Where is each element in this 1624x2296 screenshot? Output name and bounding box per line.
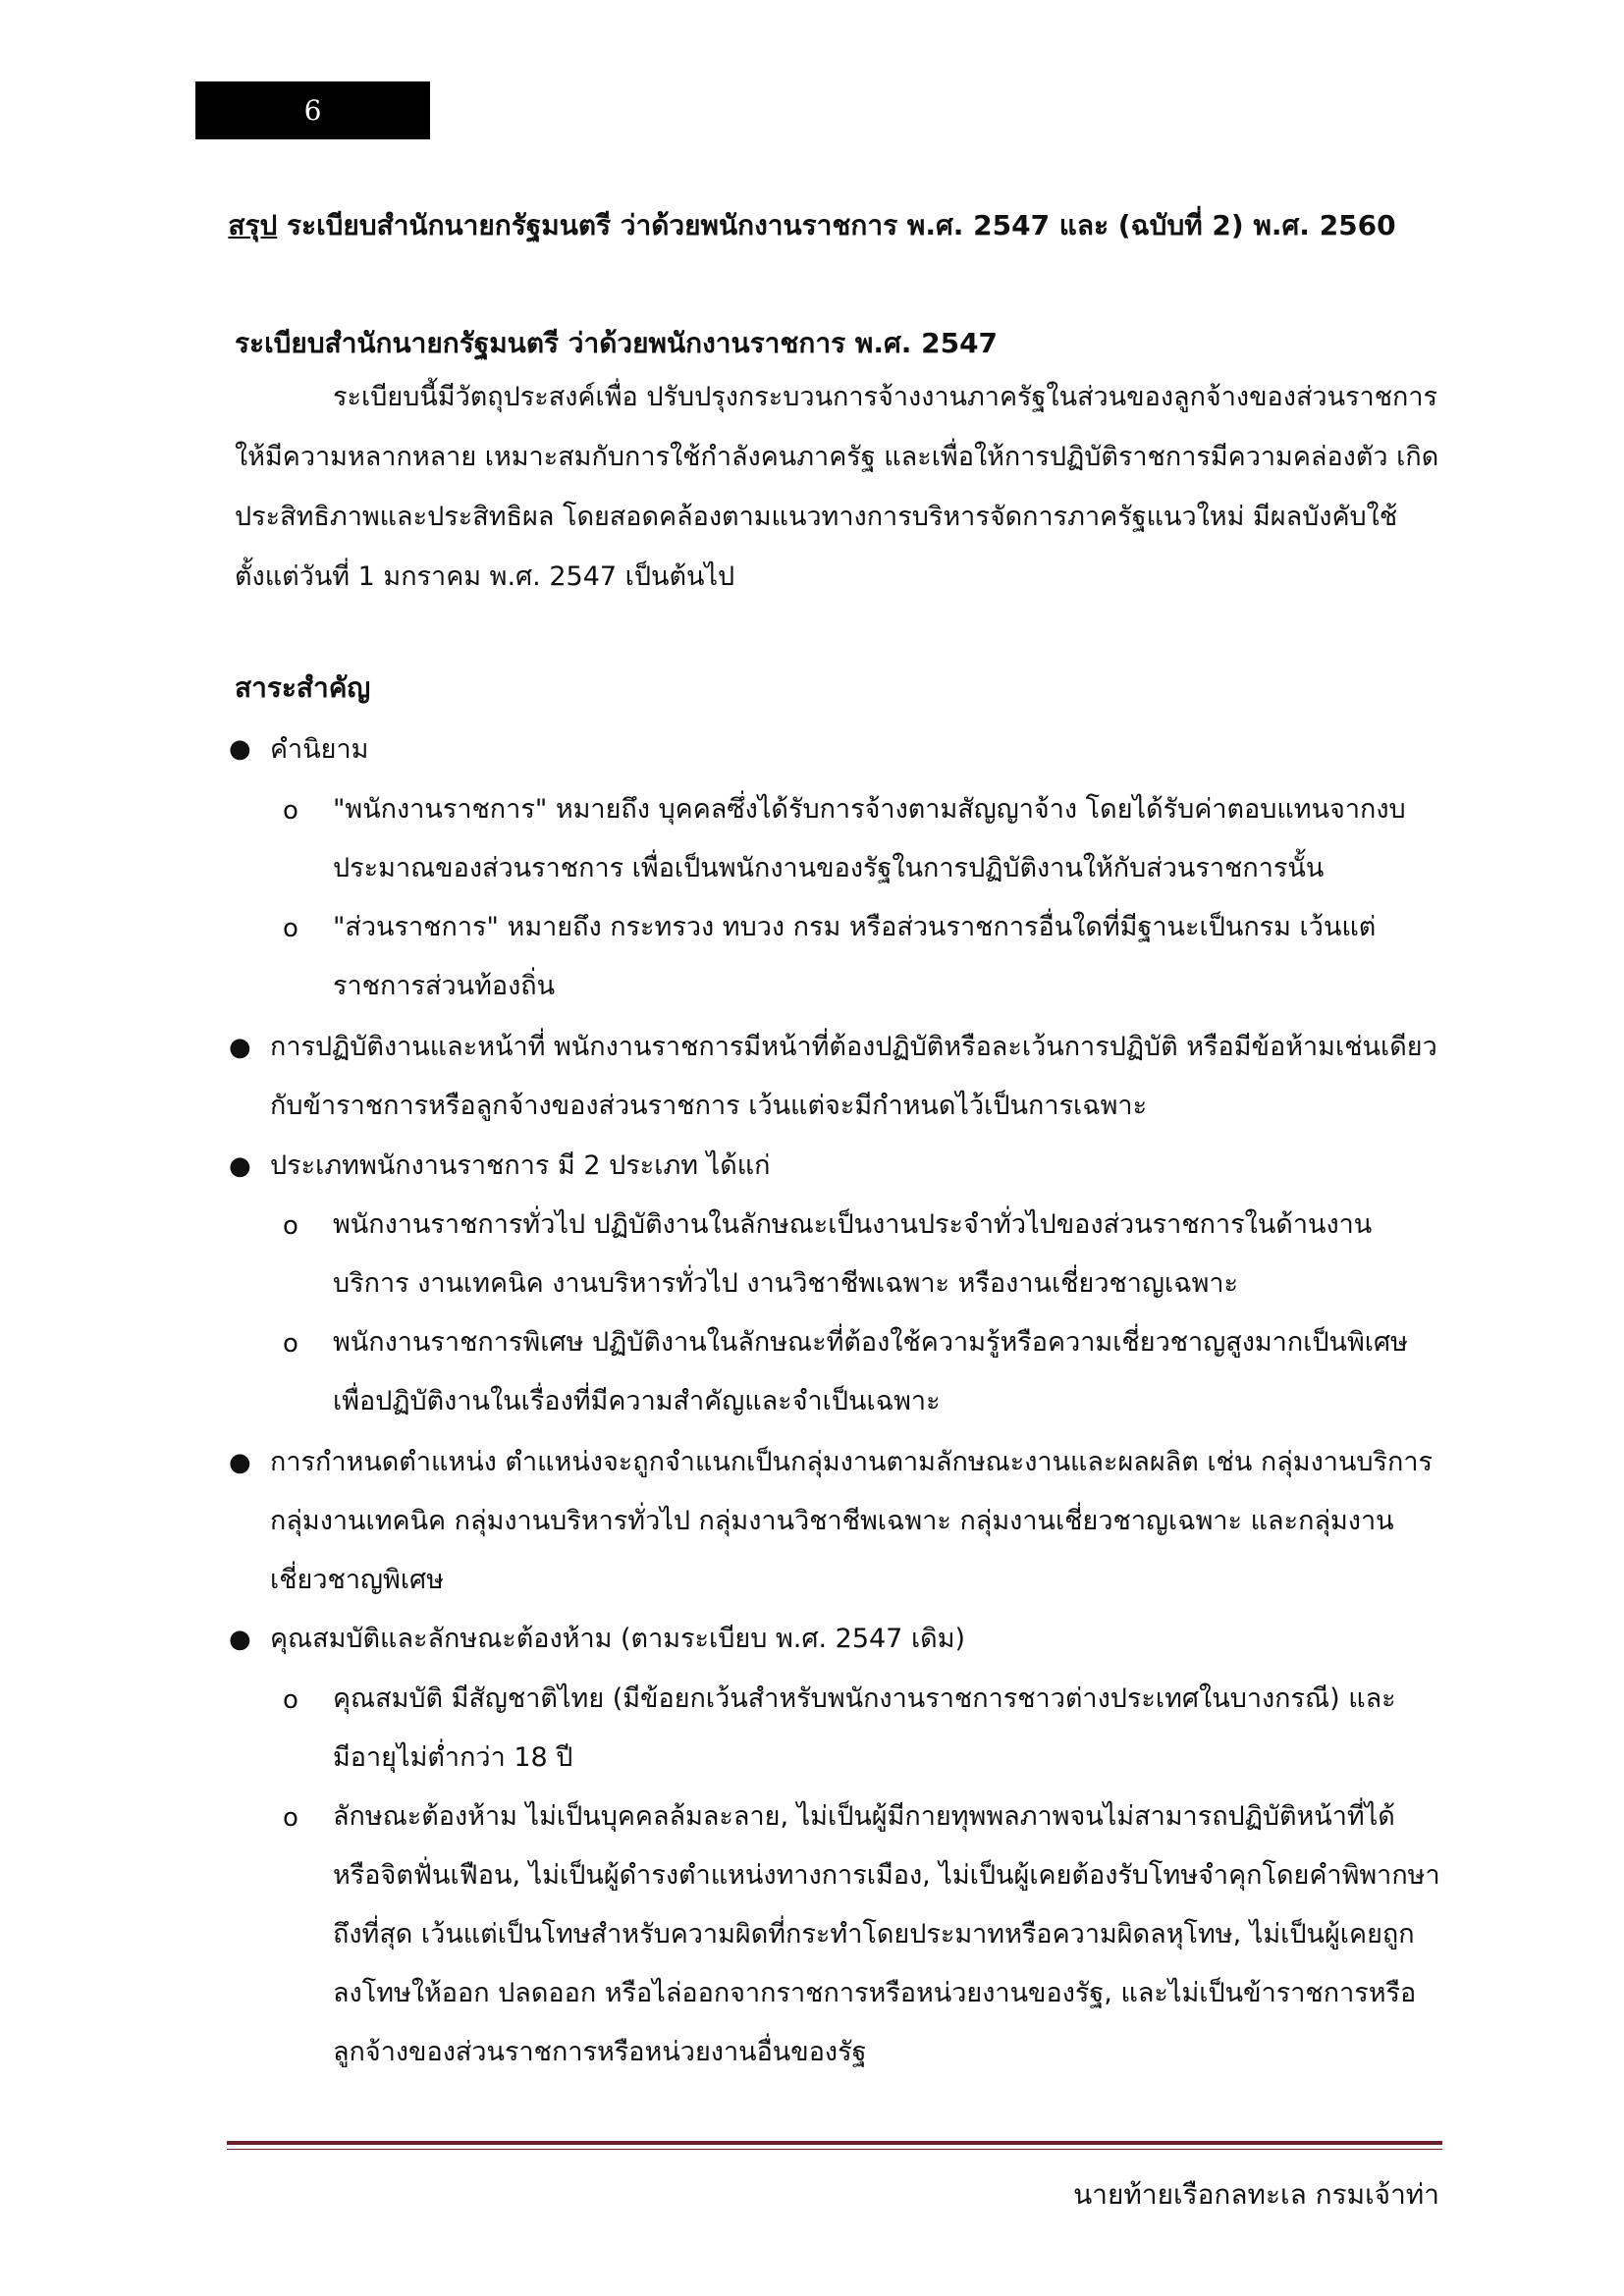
bullet-icon: ●: [229, 1151, 251, 1181]
list-item: คุณสมบัติและลักษณะต้องห้าม (ตามระเบียบ พ.ศ. 2547 เดิม): [270, 1624, 966, 1654]
list-item: ประเภทพนักงานราชการ มี 2 ประเภท ได้แก่: [270, 1150, 771, 1181]
bullet-icon: ●: [229, 1033, 251, 1062]
sub-bullet-icon: o: [283, 914, 298, 943]
list-item: การกำหนดตำแหน่ง ตำแหน่งจะถูกจำแนกเป็นกลุ่มงานตามลักษณะงานและผลผลิต เช่น กลุ่มงานบริการ กลุ่มงานเทคนิค กลุ่มงานบริหารทั่วไป กลุ่มงานวิชาชีพเฉพาะ กลุ่มงานเชี่ยวชาญเฉพาะ และกลุ่มงานเชี่ยวชาญพิเศษ: [270, 1447, 1434, 1595]
footer-divider: [227, 2141, 1442, 2145]
footer-divider-thin: [227, 2149, 1442, 2150]
list-item: คำนิยาม: [270, 734, 369, 765]
footer-text: นายท้ายเรือกลทะเล กรมเจ้าท่า: [1073, 2178, 1439, 2211]
title-lead: สรุป: [228, 209, 278, 241]
sub-bullet-icon: o: [283, 1803, 298, 1833]
intro-paragraph: ระเบียบนี้มีวัตถุประสงค์เพื่อ ปรับปรุงกระบวนการจ้างงานภาครัฐในส่วนของลูกจ้างของส่วนราชการ ให้มีความหลากหลาย เหมาะสมกับการใช้กำลังคนภาครัฐ และเพื่อให้การปฏิบัติราชการมีความคล่องตัว เกิดประสิทธิภาพและประสิทธิผล โดยสอดคล้องตามแนวทางการบริหารจัดการภาครัฐแนวใหม่ มีผลบังคับใช้ตั้งแต่วันที่ 1 มกราคม พ.ศ. 2547 เป็นต้นไป: [235, 382, 1439, 592]
bullet-icon: ●: [229, 1448, 251, 1477]
sub-list-item: คุณสมบัติ มีสัญชาติไทย (มีข้อยกเว้นสำหรับพนักงานราชการชาวต่างประเทศในบางกรณี) และมีอายุไม่ต่ำกว่า 18 ปี: [333, 1683, 1396, 1773]
document-title: [0, 196, 1624, 255]
sub-list-item: ลักษณะต้องห้าม ไม่เป็นบุคคลล้มละลาย, ไม่เป็นผู้มีกายทุพพลภาพจนไม่สามารถปฏิบัติหน้าที่ได้หรือจิตฟั่นเฟือน, ไม่เป็นผู้ดำรงตำแหน่งทางการเมือง, ไม่เป็นผู้เคยต้องรับโทษจำคุกโดยคำพิพากษาถึงที่สุด เว้นแต่เป็นโทษสำหรับความผิดที่กระทำโดยประมาทหรือความผิดลหุโทษ, ไม่เป็นผู้เคยถูกลงโทษให้ออก ปลดออก หรือไล่ออกจากราชการหรือหน่วยงานของรัฐ, และไม่เป็นข้าราชการหรือลูกจ้างของส่วนราชการหรือหน่วยงานอื่นของรัฐ: [333, 1801, 1440, 2067]
sub-list-item: "ส่วนราชการ" หมายถึง กระทรวง ทบวง กรม หรือส่วนราชการอื่นใดที่มีฐานะเป็นกรม เว้นแต่ราชการส่วนท้องถิ่น: [333, 912, 1377, 1001]
sub-bullet-icon: o: [283, 1211, 298, 1241]
sub-bullet-icon: o: [283, 1329, 298, 1359]
sub-bullet-icon: o: [283, 796, 298, 826]
bullet-icon: ●: [229, 1625, 251, 1654]
title-rest: ระเบียบสำนักนายกรัฐมนตรี ว่าด้วยพนักงานราชการ พ.ศ. 2547 และ (ฉบับที่ 2) พ.ศ. 2560: [277, 209, 1396, 241]
section-heading: ระเบียบสำนักนายกรัฐมนตรี ว่าด้วยพนักงานราชการ พ.ศ. 2547: [235, 327, 999, 359]
page-number-tab: [195, 81, 430, 139]
bullet-icon: ●: [229, 734, 251, 764]
page-number: 6: [303, 94, 322, 127]
sub-bullet-icon: o: [283, 1685, 298, 1715]
key-points-heading: สาระสำคัญ: [235, 671, 371, 704]
sub-list-item: พนักงานราชการทั่วไป ปฏิบัติงานในลักษณะเป็นงานประจำทั่วไปของส่วนราชการในด้านงานบริการ งานเทคนิค งานบริหารทั่วไป งานวิชาชีพเฉพาะ หรืองานเชี่ยวชาญเฉพาะ: [333, 1209, 1373, 1299]
sub-list-item: "พนักงานราชการ" หมายถึง บุคคลซึ่งได้รับการจ้างตามสัญญาจ้าง โดยได้รับค่าตอบแทนจากงบประมาณของส่วนราชการ เพื่อเป็นพนักงานของรัฐในการปฏิบัติงานให้กับส่วนราชการนั้น: [333, 794, 1406, 883]
list-item: การปฏิบัติงานและหน้าที่ พนักงานราชการมีหน้าที่ต้องปฏิบัติหรือละเว้นการปฏิบัติ หรือมีข้อห้ามเช่นเดียวกับข้าราชการหรือลูกจ้างของส่วนราชการ เว้นแต่จะมีกำหนดไว้เป็นการเฉพาะ: [270, 1032, 1437, 1121]
sub-list-item: พนักงานราชการพิเศษ ปฏิบัติงานในลักษณะที่ต้องใช้ความรู้หรือความเชี่ยวชาญสูงมากเป็นพิเศษเพื่อปฏิบัติงานในเรื่องที่มีความสำคัญและจำเป็นเฉพาะ: [333, 1327, 1408, 1416]
